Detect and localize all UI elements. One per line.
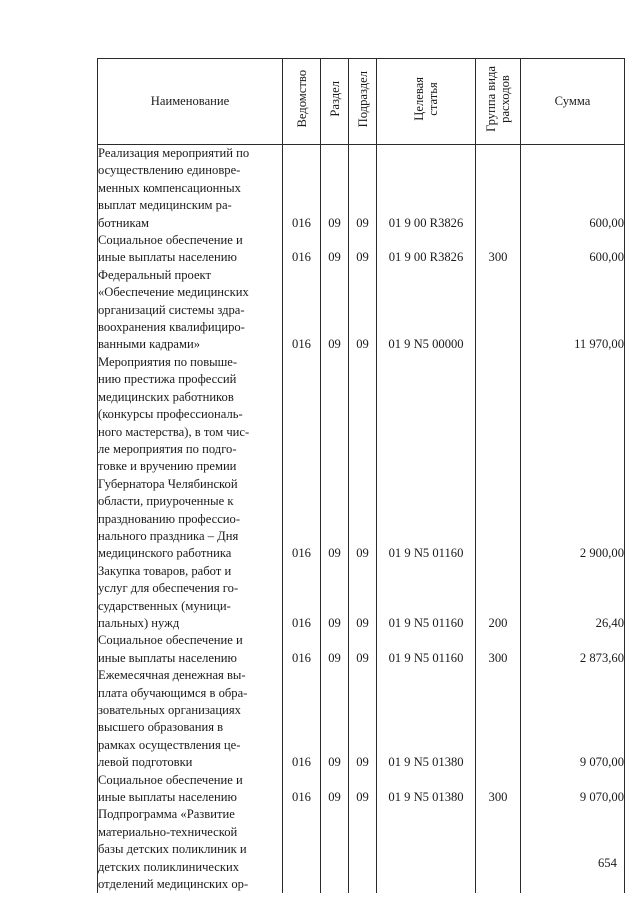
row-gruppa <box>476 267 521 354</box>
row-vedomstvo: 016 <box>283 145 321 233</box>
row-summa: 9 070,00 <box>521 667 625 771</box>
row-vedomstvo: 016 <box>283 267 321 354</box>
row-celevaya: 01 9 N5 00000 <box>377 267 476 354</box>
header-name: Наименование <box>98 59 283 145</box>
row-summa: 9 070,00 <box>521 772 625 807</box>
row-razdel: 09 <box>321 772 349 807</box>
row-podrazdel: 09 <box>349 772 377 807</box>
row-vedomstvo: 016 <box>283 772 321 807</box>
page-number: 654 <box>598 856 617 870</box>
header-celevaya-label: Целевая статья <box>412 76 440 121</box>
row-name: Социальное обеспечение и иные выплаты населению <box>98 232 283 267</box>
row-razdel: 09 <box>321 267 349 354</box>
header-podrazdel-label: Подраздел <box>355 70 370 127</box>
header-gruppa-label: Группа вида расходов <box>484 65 512 132</box>
row-gruppa: 300 <box>476 232 521 267</box>
row-razdel: 09 <box>321 232 349 267</box>
row-celevaya: 01 9 00 R3826 <box>377 232 476 267</box>
header-podrazdel <box>349 59 377 145</box>
row-razdel: 09 <box>321 563 349 633</box>
row-summa: 2 900,00 <box>521 354 625 563</box>
table-row <box>98 806 625 893</box>
row-name: Ежемесячная денежная вы- плата обучающимся в обра- зовательных организациях высшего образования в рамках осуществления це- левой подготовки <box>98 667 283 771</box>
row-razdel <box>321 806 349 893</box>
row-name: Социальное обеспечение и иные выплаты населению <box>98 632 283 667</box>
row-vedomstvo <box>283 806 321 893</box>
row-razdel: 09 <box>321 354 349 563</box>
row-podrazdel: 09 <box>349 632 377 667</box>
row-name: Социальное обеспечение и иные выплаты населению <box>98 772 283 807</box>
row-celevaya: 01 9 N5 01160 <box>377 354 476 563</box>
header-vedomstvo-label: Ведомство <box>294 70 309 128</box>
row-gruppa <box>476 145 521 233</box>
header-razdel-label: Раздел <box>327 80 342 117</box>
table-row <box>98 145 625 233</box>
row-razdel: 09 <box>321 145 349 233</box>
row-gruppa <box>476 806 521 893</box>
budget-table <box>97 58 625 893</box>
table-row <box>98 563 625 633</box>
row-summa: 11 970,00 <box>521 267 625 354</box>
row-name: Реализация мероприятий по осуществлению единовре- менных компенсационных выплат медицинским ра- ботникам <box>98 145 283 233</box>
row-vedomstvo: 016 <box>283 354 321 563</box>
row-gruppa <box>476 354 521 563</box>
row-vedomstvo: 016 <box>283 667 321 771</box>
row-celevaya: 01 9 N5 01160 <box>377 563 476 633</box>
row-podrazdel: 09 <box>349 563 377 633</box>
row-podrazdel: 09 <box>349 667 377 771</box>
row-celevaya: 01 9 N5 01160 <box>377 632 476 667</box>
table-row <box>98 267 625 354</box>
header-celevaya <box>377 59 476 145</box>
row-vedomstvo: 016 <box>283 232 321 267</box>
table-row <box>98 772 625 807</box>
row-gruppa: 300 <box>476 772 521 807</box>
row-name: Закупка товаров, работ и услуг для обеспечения го- сударственных (муници- пальных) нужд <box>98 563 283 633</box>
table-row <box>98 232 625 267</box>
header-razdel <box>321 59 349 145</box>
row-vedomstvo: 016 <box>283 563 321 633</box>
row-summa: 26,40 <box>521 563 625 633</box>
row-celevaya <box>377 806 476 893</box>
header-summa: Сумма <box>521 59 625 145</box>
header-gruppa <box>476 59 521 145</box>
row-podrazdel: 09 <box>349 145 377 233</box>
row-summa: 2 873,60 <box>521 632 625 667</box>
row-celevaya: 01 9 N5 01380 <box>377 667 476 771</box>
row-podrazdel: 09 <box>349 267 377 354</box>
row-name: Мероприятия по повыше- нию престижа профессий медицинских работников (конкурсы профессиональ- ного мастерства), в том чис- ле мероприятия по подго- товке и вручению премии Губернатора Челябинской области, приуроченные к празднованию профессио- нального праздника – Дня медицинского работника <box>98 354 283 563</box>
row-name: Подпрограмма «Развитие материально-технической базы детских поликлиник и детских поликлинических отделений медицинских ор- <box>98 806 283 893</box>
row-podrazdel: 09 <box>349 232 377 267</box>
table-row <box>98 632 625 667</box>
row-razdel: 09 <box>321 632 349 667</box>
table-row <box>98 354 625 563</box>
row-gruppa: 200 <box>476 563 521 633</box>
row-razdel: 09 <box>321 667 349 771</box>
table-row <box>98 667 625 771</box>
row-summa: 600,00 <box>521 145 625 233</box>
row-podrazdel: 09 <box>349 354 377 563</box>
table-header-row <box>98 59 625 145</box>
row-gruppa: 300 <box>476 632 521 667</box>
row-gruppa <box>476 667 521 771</box>
row-podrazdel <box>349 806 377 893</box>
row-summa: 600,00 <box>521 232 625 267</box>
row-summa <box>521 806 625 893</box>
header-vedomstvo <box>283 59 321 145</box>
row-name: Федеральный проект «Обеспечение медицинских организаций системы здра- воохранения квалифициро- ванными кадрами» <box>98 267 283 354</box>
row-celevaya: 01 9 00 R3826 <box>377 145 476 233</box>
row-vedomstvo: 016 <box>283 632 321 667</box>
row-celevaya: 01 9 N5 01380 <box>377 772 476 807</box>
